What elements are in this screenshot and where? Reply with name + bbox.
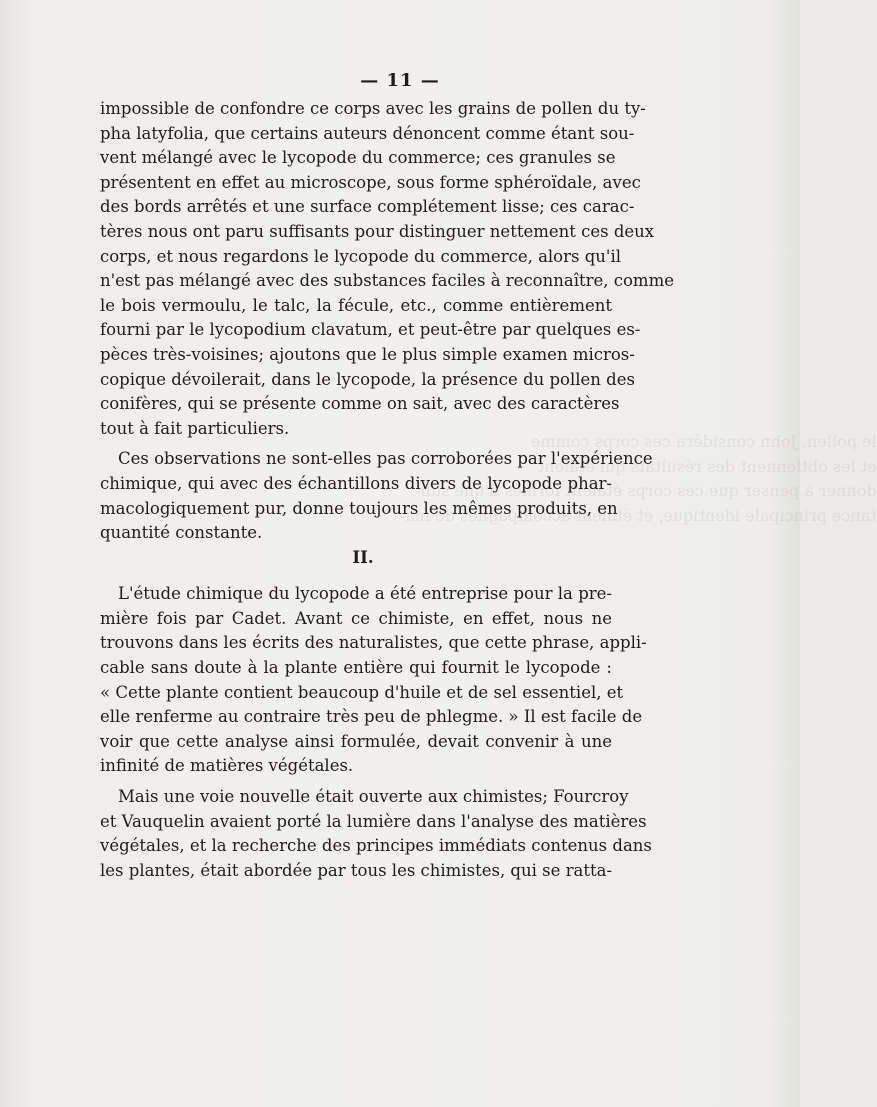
text-line: tères nous ont paru suffisants pour distinguer nettement ces deux — [100, 221, 655, 241]
text-line: elle renferme au contraire très peu de phlegme. » Il est facile de — [100, 707, 643, 727]
show-through-text: le pollen, John considéra ces corps comme et les obtiennent des résultats qui étaient donner à penser que ces corps étaient formés d'une sub- tance principale identique, et étaient accompagnés de ma- — [400, 432, 877, 525]
text-line: vent mélangé avec le lycopode du commerce; ces granules se — [100, 148, 616, 168]
text-line: pha latyfolia, que certains auteurs dénoncent comme étant sou- — [100, 123, 635, 143]
text-line: n'est pas mélangé avec des substances faciles à reconnaître, comme — [100, 271, 674, 291]
text-line: fourni par le lycopodium clavatum, et peut-être par quelques es- — [100, 320, 641, 340]
text-line: pèces très-voisines; ajoutons que le plus simple examen micros- — [100, 344, 635, 364]
text-line: végétales, et la recherche des principes immédiats contenus dans — [100, 836, 652, 856]
text-line: corps, et nous regardons le lycopode du commerce, alors qu'il — [100, 246, 621, 266]
text-line: et Vauquelin avaient porté la lumière dans l'analyse des matières — [100, 811, 647, 831]
text-line: conifères, qui se présente comme on sait, avec des caractères — [100, 394, 620, 414]
text-line: trouvons dans les écrits des naturalistes, que cette phrase, appli- — [100, 633, 647, 653]
section-heading: II. — [352, 547, 374, 567]
text-line: mière fois par Cadet. Avant ce chimiste, en effet, nous ne — [100, 608, 612, 628]
text-line: Mais une voie nouvelle était ouverte aux chimistes; Fourcroy — [118, 787, 629, 807]
text-line: le bois vermoulu, le talc, la fécule, etc., comme entièrement — [100, 295, 612, 315]
text-line: L'étude chimique du lycopode a été entreprise pour la pre- — [118, 584, 612, 604]
text-line: impossible de confondre ce corps avec les grains de pollen du ty- — [100, 99, 646, 118]
text-line: les plantes, était abordée par tous les chimistes, qui se ratta- — [100, 860, 613, 880]
text-line: cable sans doute à la plante entière qui fournit le lycopode : — [100, 658, 612, 678]
text-line: tout à fait particuliers. — [100, 418, 290, 438]
text-line: des bords arrêtés et une surface complétement lisse; ces carac- — [100, 197, 635, 217]
text-line: infinité de matières végétales. — [100, 756, 354, 776]
text-line: chimique, qui avec des échantillons divers de lycopode phar- — [100, 473, 612, 493]
text-line: Ces observations ne sont-elles pas corroborées par l'expérience — [118, 449, 653, 469]
text-line: quantité constante. — [100, 523, 263, 543]
text-line: macologiquement pur, donne toujours les mêmes produits, en — [100, 498, 618, 518]
text-line: « Cette plante contient beaucoup d'huile et de sel essentiel, et — [100, 682, 624, 702]
text-line: copique dévoilerait, dans le lycopode, la présence du pollen des — [100, 369, 635, 389]
page-number: — 11 — — [360, 70, 440, 91]
text-line: voir que cette analyse ainsi formulée, devait convenir à une — [100, 731, 612, 751]
text-line: présentent en effet au microscope, sous forme sphéroïdale, avec — [100, 172, 641, 192]
